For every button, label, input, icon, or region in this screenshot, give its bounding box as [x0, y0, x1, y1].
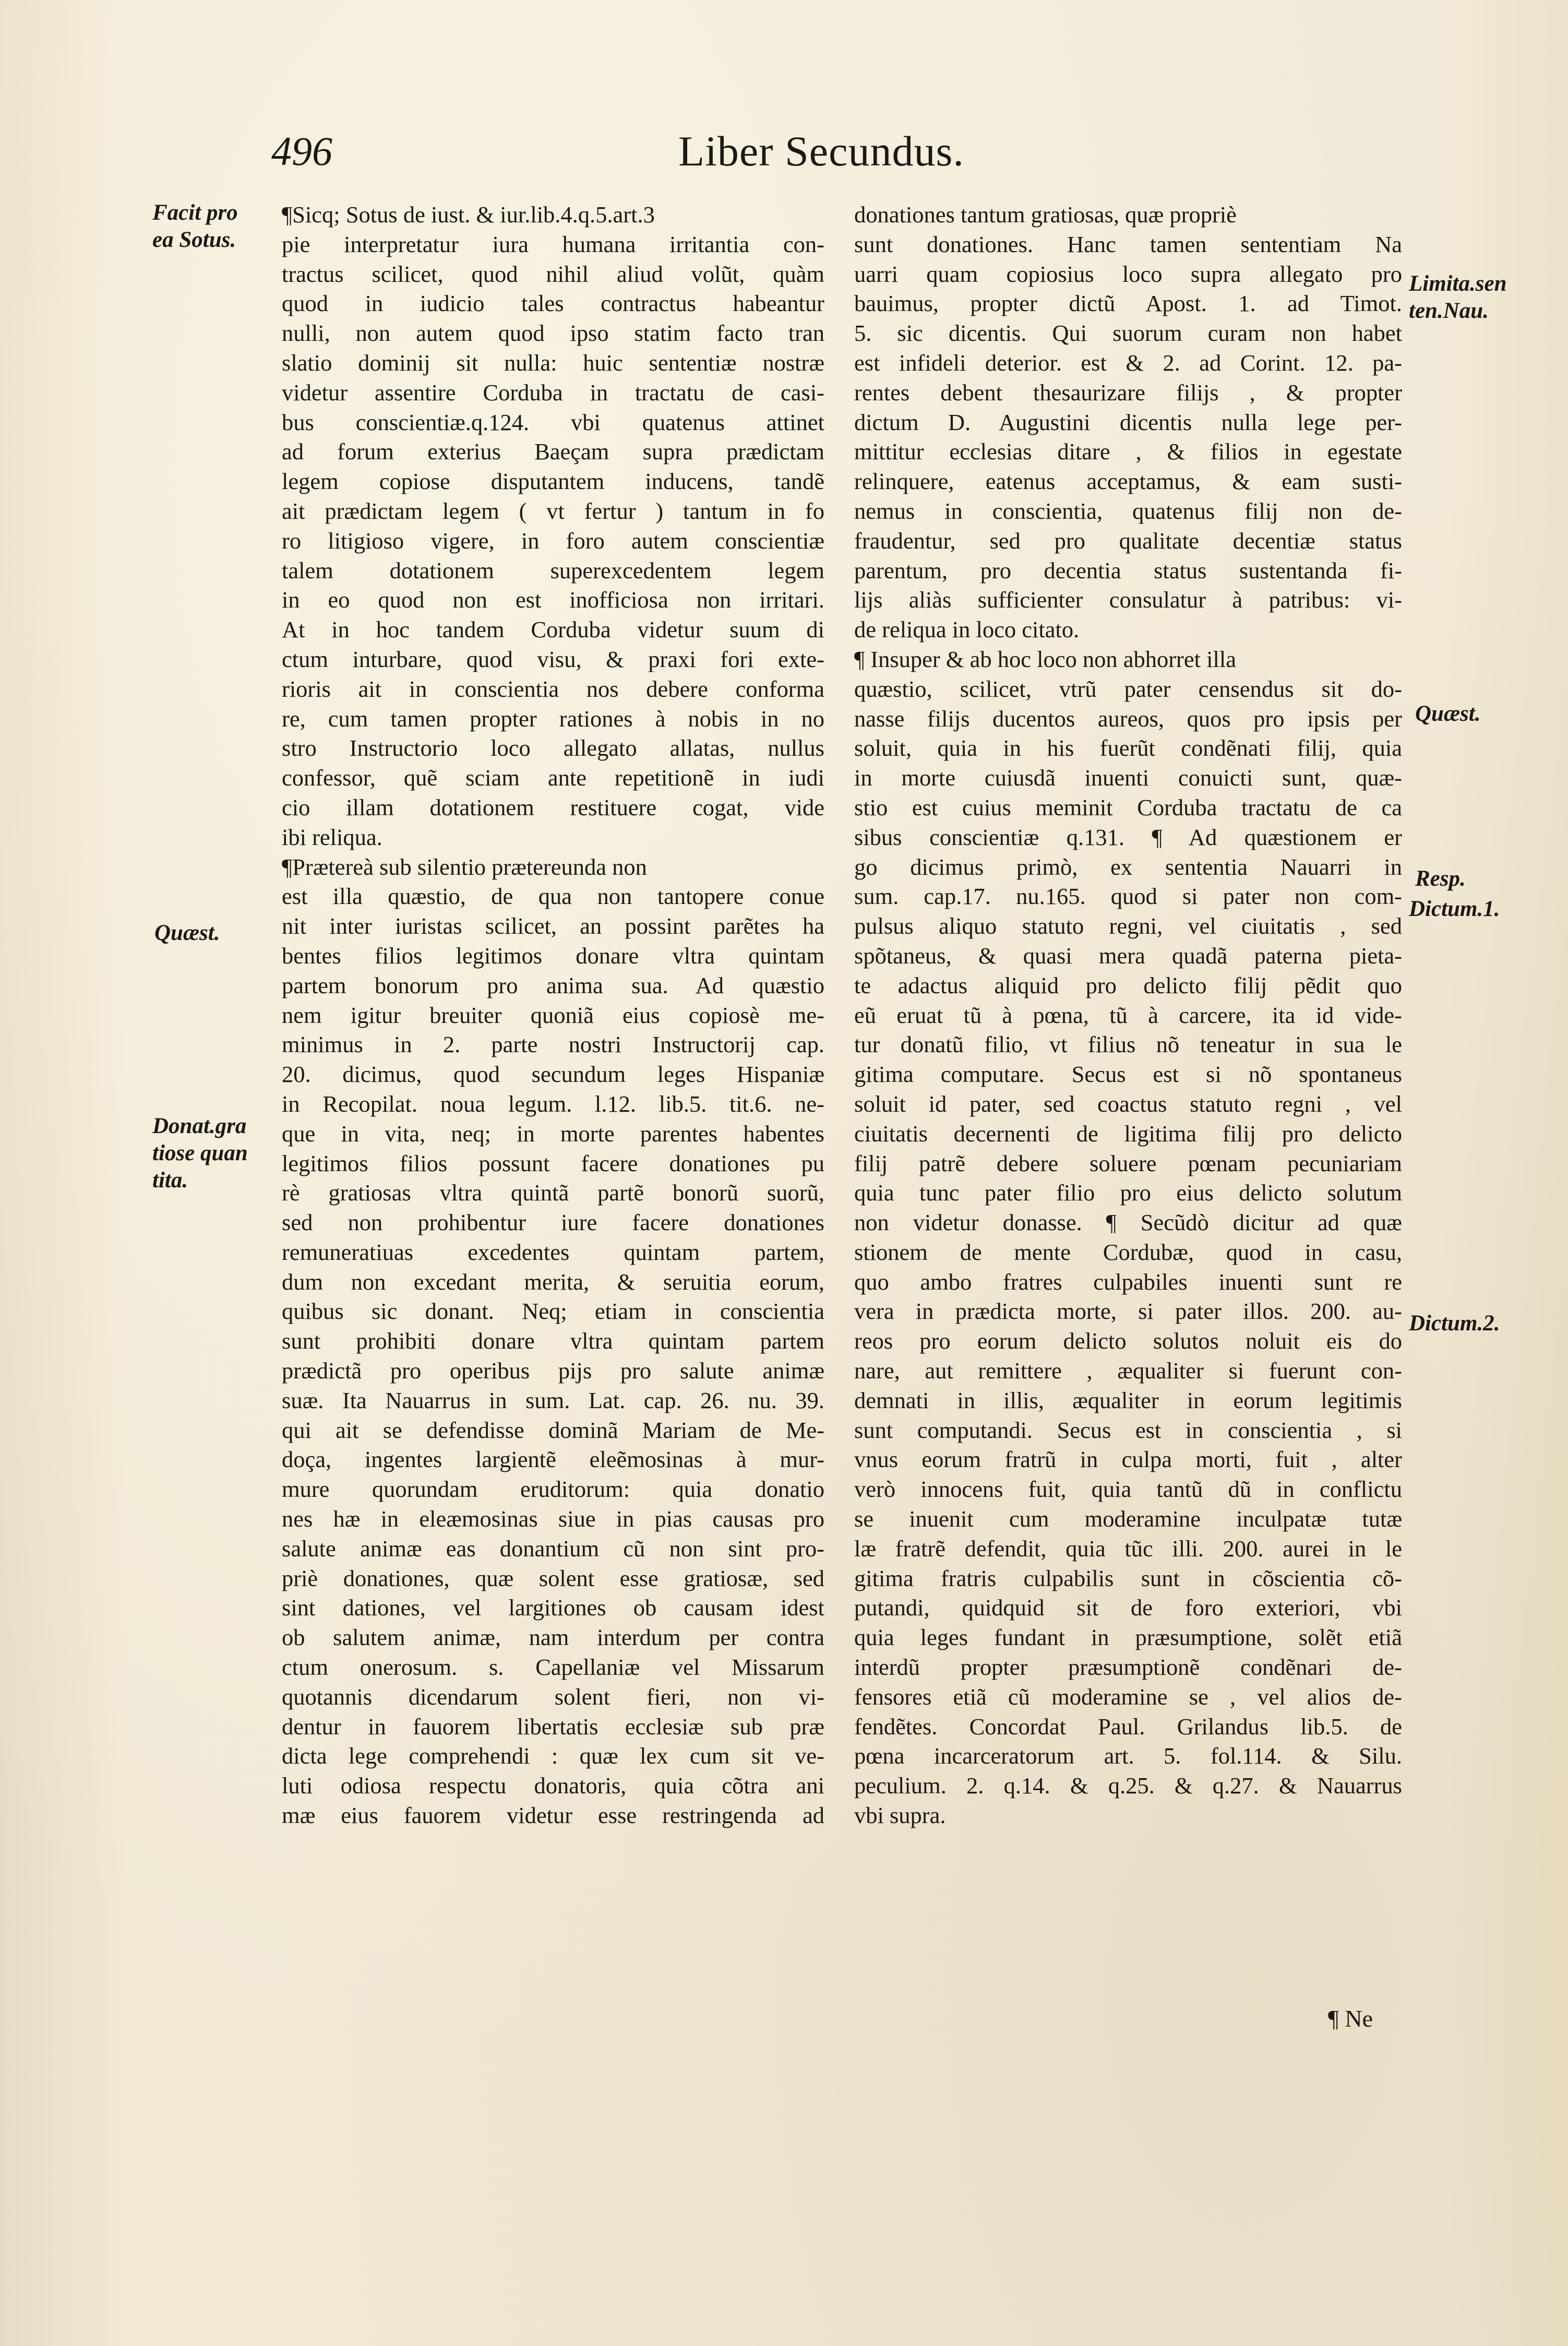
- text-line: relinquere, eatenus acceptamus, & eam susti-: [854, 468, 1402, 495]
- margin-note-resp: [1415, 865, 1466, 892]
- text-line: rioris ait in conscientia nos debere conforma: [282, 675, 824, 702]
- text-line: suæ. Ita Nauarrus in sum. Lat. cap. 26. nu. 39.: [282, 1387, 824, 1413]
- text-line: dicta lege comprehendi : quæ lex cum sit ve-: [282, 1743, 824, 1769]
- text-line: ibi reliqua.: [282, 824, 382, 850]
- text-line: nare, aut remittere , æqualiter si fuerunt con-: [854, 1357, 1402, 1384]
- text-line: rè gratiosas vltra quintã partẽ bonorũ suorũ,: [282, 1180, 824, 1206]
- margin-note-line: ten.Nau.: [1409, 299, 1489, 323]
- text-line: minimus in 2. parte nostri Instructorij cap.: [282, 1031, 824, 1058]
- text-line: nemus in conscientia, quatenus filij non de-: [854, 497, 1402, 524]
- text-line: sunt prohibiti donare vltra quintam partem: [282, 1328, 824, 1354]
- text-line: nem igitur breuiter quoniã eius copiosè me-: [282, 1002, 824, 1028]
- text-line: donationes tantum gratiosas, quæ propriè: [854, 201, 1237, 228]
- text-line: ob salutem animæ, nam interdum per contra: [282, 1624, 824, 1651]
- margin-note-facit: [152, 199, 238, 254]
- text-line: go dicimus primò, ex sententia Nauarri in: [854, 853, 1402, 880]
- text-line: in eo quod non est inofficiosa non irritari.: [282, 587, 824, 613]
- right-text-column: [854, 200, 1402, 1830]
- text-line: ctum inturbare, quod visu, & praxi fori exte-: [282, 646, 824, 672]
- text-line: est illa quæstio, de qua non tantopere conue: [282, 883, 824, 910]
- margin-note-dictum-1: [1409, 896, 1500, 923]
- text-line: ro litigioso vigere, in foro autem conscientiæ: [282, 527, 824, 554]
- text-line: stionem de mente Cordubæ, quod in casu,: [854, 1239, 1402, 1265]
- running-title: Liber Secundus.: [678, 127, 964, 175]
- text-line: quæstio, scilicet, vtrũ pater censendus sit do-: [854, 675, 1402, 702]
- text-line: nit inter iuristas scilicet, an possint parẽtes ha: [282, 913, 824, 939]
- margin-note-line: tita.: [152, 1168, 188, 1193]
- text-line: lijs aliàs sufficienter consulatur à patribus: vi-: [854, 587, 1402, 613]
- text-line: fendẽtes. Concordat Paul. Grilandus lib.5. de: [854, 1713, 1402, 1740]
- text-line: que in vita, neq; in morte parentes habentes: [282, 1120, 824, 1147]
- text-line: uarri quam copiosius loco supra allegato pro: [854, 260, 1402, 287]
- text-line: verò innocens fuit, quia tantũ dũ in conflictu: [854, 1476, 1402, 1503]
- text-line: luti odiosa respectu donatoris, quia cõtra ani: [282, 1772, 824, 1799]
- text-line: dum non excedant merita, & seruitia eorum,: [282, 1268, 824, 1295]
- margin-note-limita: [1409, 270, 1507, 325]
- text-line: legem copiose disputantem inducens, tandẽ: [282, 468, 824, 495]
- text-line: pulsus aliquo statuto regni, vel ciuitatis , sed: [854, 913, 1402, 939]
- text-line: bentes filios legitimos donare vltra quintam: [282, 942, 824, 969]
- text-line: pœna incarceratorum art. 5. fol.114. & Silu.: [854, 1743, 1402, 1769]
- text-line: eũ eruat tũ à pœna, tũ à carcere, ita id vide-: [854, 1002, 1402, 1028]
- text-line: At in hoc tandem Corduba videtur suum di: [282, 616, 824, 643]
- page-header: [271, 125, 1148, 188]
- text-line: ait prædictam legem ( vt fertur ) tantum in fo: [282, 497, 824, 524]
- text-line: quibus sic donant. Neq; etiam in conscientia: [282, 1298, 824, 1325]
- text-line: pie interpretatur iura humana irritantia con-: [282, 231, 824, 257]
- text-line: te adactus aliquid pro delicto filij pẽdit quo: [854, 972, 1402, 998]
- text-line: sunt computandi. Secus est in conscientia , si: [854, 1416, 1402, 1443]
- text-line: doça, ingentes largientẽ eleẽmosinas à mur-: [282, 1446, 824, 1473]
- text-line: remuneratiuas excedentes quintam partem,: [282, 1239, 824, 1265]
- margin-note-line: Limita.sen: [1409, 271, 1507, 296]
- text-line: cio illam dotationem restituere cogat, vide: [282, 794, 824, 820]
- text-line: sint dationes, vel largitiones ob causam idest: [282, 1594, 824, 1621]
- text-line: quod in iudicio tales contractus habeantur: [282, 290, 824, 317]
- margin-note-line: Dictum.2.: [1409, 1311, 1500, 1336]
- text-line: bus conscientiæ.q.124. vbi quatenus attinet: [282, 409, 824, 435]
- text-line: vera in prædicta morte, si pater illos. 200. au-: [854, 1298, 1402, 1325]
- text-line: ciuitatis decernenti de ligitima filij pro delicto: [854, 1120, 1402, 1147]
- text-line: talem dotationem superexcedentem legem: [282, 557, 824, 583]
- margin-note-line: tiose quan: [152, 1141, 248, 1165]
- text-line: salute animæ eas donantium cũ non sint pro-: [282, 1535, 824, 1562]
- text-line: tractus scilicet, quod nihil aliud volũt, quàm: [282, 260, 824, 287]
- text-line: ctum onerosum. s. Capellaniæ vel Missarum: [282, 1654, 824, 1681]
- text-line: est infideli deterior. est & 2. ad Corint. 12. pa-: [854, 349, 1402, 376]
- text-line: nasse filijs ducentos aureos, quos pro ipsis per: [854, 705, 1402, 732]
- text-line: tur donatũ filio, vt filius nõ teneatur in sua le: [854, 1031, 1402, 1058]
- text-line: quia leges fundant in præsumptione, solẽt etiã: [854, 1624, 1402, 1651]
- margin-note-line: Quæst.: [1415, 701, 1481, 726]
- text-line: quo ambo fratres culpabiles inuenti sunt re: [854, 1268, 1402, 1295]
- text-line: fraudentur, sed pro qualitate decentiæ status: [854, 527, 1402, 554]
- margin-note-line: Quæst.: [154, 921, 220, 945]
- text-line: de reliqua in loco citato.: [854, 616, 1080, 643]
- text-line: filij patrẽ debere soluere pœnam pecuniariam: [854, 1150, 1402, 1176]
- text-line: non videtur donasse. ¶ Secũdò dicitur ad quæ: [854, 1209, 1402, 1236]
- text-line: dictum D. Augustini dicentis nulla lege per-: [854, 409, 1402, 435]
- text-line: confessor, quẽ sciam ante repetitionẽ in iudi: [282, 765, 824, 791]
- text-line: sed non prohibentur iure facere donationes: [282, 1209, 824, 1236]
- margin-note-dictum-2: [1409, 1310, 1500, 1337]
- text-line: vnus eorum fratrũ in culpa morti, fuit , alter: [854, 1446, 1402, 1473]
- text-line: sunt donationes. Hanc tamen sententiam Na: [854, 231, 1402, 257]
- margin-note-line: Resp.: [1415, 866, 1466, 891]
- text-line: ¶ Insuper & ab hoc loco non abhorret illa: [854, 646, 1236, 672]
- text-line: ad forum exterius Baeçam supra prædictam: [282, 438, 824, 465]
- catchword: ¶ Ne: [1328, 2005, 1373, 2032]
- text-line: mure quorundam eruditorum: quia donatio: [282, 1476, 824, 1503]
- margin-note-line: Donat.gra: [152, 1114, 247, 1138]
- text-line: læ fratrẽ defendit, quia tũc illi. 200. aurei in le: [854, 1535, 1402, 1562]
- text-line: partem bonorum pro anima sua. Ad quæstio: [282, 972, 824, 998]
- text-line: legitimos filios possunt facere donationes pu: [282, 1150, 824, 1176]
- text-line: slatio dominij sit nulla: huic sententiæ nostræ: [282, 349, 824, 376]
- text-line: gitima computare. Secus est si nõ spontaneus: [854, 1061, 1402, 1088]
- text-line: parentum, pro decentia status sustentanda fi-: [854, 557, 1402, 583]
- text-line: mittitur ecclesias ditare , & filios in egestate: [854, 438, 1402, 465]
- margin-note-quaest-left: [154, 920, 220, 947]
- text-line: peculium. 2. q.14. & q.25. & q.27. & Nauarrus: [854, 1772, 1402, 1799]
- text-line: nes hæ in eleæmosinas siue in pias causas pro: [282, 1506, 824, 1532]
- text-line: ¶Sicq; Sotus de iust. & iur.lib.4.q.5.art.3: [282, 201, 655, 228]
- text-line: prædictã pro operibus pijs pro salute animæ: [282, 1357, 824, 1384]
- text-line: sum. cap.17. nu.165. quod si pater non com-: [854, 883, 1402, 910]
- text-line: qui ait se defendisse dominã Mariam de Me-: [282, 1416, 824, 1443]
- page-number: 496: [271, 128, 332, 174]
- text-line: fensores etiã cũ moderamine se , vel alios de-: [854, 1683, 1402, 1710]
- text-line: re, cum tamen propter rationes à nobis in no: [282, 705, 824, 732]
- margin-note-donat: [152, 1113, 248, 1194]
- text-line: mæ eius fauorem videtur esse restringenda ad: [282, 1802, 824, 1829]
- text-line: 5. sic dicentis. Qui suorum curam non habet: [854, 320, 1402, 347]
- text-line: stio est cuius meminit Corduba tractatu de ca: [854, 794, 1402, 820]
- text-line: bauimus, propter dictũ Apost. 1. ad Timot.: [854, 290, 1402, 317]
- text-line: nulli, non autem quod ipso statim facto tran: [282, 320, 824, 347]
- text-line: soluit, quia in his fuerũt condẽnati filij, quia: [854, 735, 1402, 761]
- text-line: vbi supra.: [854, 1802, 946, 1829]
- text-line: quotannis dicendarum solent fieri, non vi-: [282, 1683, 824, 1710]
- margin-note-line: ea Sotus.: [152, 228, 236, 252]
- text-line: priè donationes, quæ solent esse gratiosæ, sed: [282, 1565, 824, 1591]
- margin-note-line: Dictum.1.: [1409, 897, 1500, 921]
- margin-note-line: Facit pro: [152, 200, 238, 225]
- text-line: spõtaneus, & quasi mera quadã paterna pieta-: [854, 942, 1402, 969]
- margin-note-quaest-right: [1415, 700, 1480, 728]
- text-line: in Recopilat. noua legum. l.12. lib.5. tit.6. ne-: [282, 1090, 824, 1117]
- text-line: se inuenit cum moderamine inculpatæ tutæ: [854, 1506, 1402, 1532]
- text-line: stro Instructorio loco allegato allatas, nullus: [282, 735, 824, 761]
- text-line: rentes debent thesaurizare filijs , & propter: [854, 379, 1402, 406]
- text-line: demnati in illis, æqualiter in eorum legitimis: [854, 1387, 1402, 1413]
- text-line: reos pro eorum delicto solutos noluit eis do: [854, 1328, 1402, 1354]
- text-line: videtur assentire Corduba in tractatu de casi-: [282, 379, 824, 406]
- text-line: gitima fratris culpabilis sunt in cõscientia cõ-: [854, 1565, 1402, 1591]
- text-line: dentur in fauorem libertatis ecclesiæ sub præ: [282, 1713, 824, 1740]
- text-line: ¶Prætereà sub silentio prætereunda non: [282, 853, 647, 880]
- text-line: quia tunc pater filio pro eius delicto solutum: [854, 1180, 1402, 1206]
- text-line: soluit id pater, sed coactus statuto regni , vel: [854, 1090, 1402, 1117]
- left-text-column: [282, 200, 824, 1830]
- text-line: in morte cuiusdã inuenti conuicti sunt, quæ-: [854, 765, 1402, 791]
- text-line: putandi, quidquid sit de foro exteriori, vbi: [854, 1594, 1402, 1621]
- text-line: sibus conscientiæ q.131. ¶ Ad quæstionem er: [854, 824, 1402, 850]
- text-line: 20. dicimus, quod secundum leges Hispaniæ: [282, 1061, 824, 1088]
- text-line: interdũ propter præsumptionẽ condẽnari de-: [854, 1654, 1402, 1681]
